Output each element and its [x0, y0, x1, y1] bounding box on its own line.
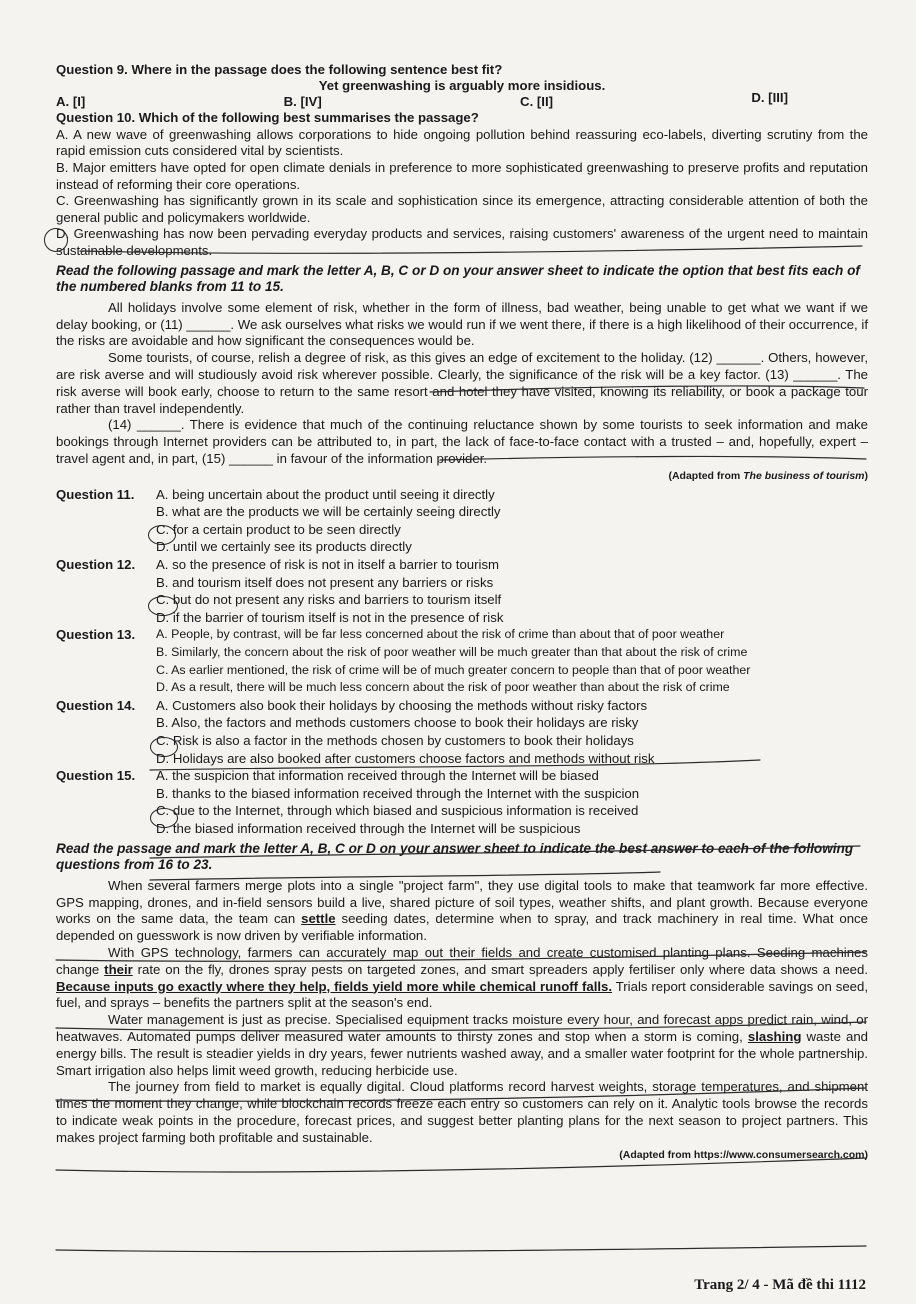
- q9-option-b: B. [IV]: [283, 94, 322, 110]
- option-b: B. Also, the factors and methods customers choose to book their holidays are risky: [156, 715, 639, 731]
- text: Water management is just as precise. Specialised equipment tracks moisture every hour, and forecast apps predict rain, wind, or heatwaves. Automated pumps deliver measured water amounts to thirsty zones and stop when a storm is coming,: [56, 1012, 868, 1044]
- answer-circle-q12-a: [148, 596, 178, 616]
- answer-circle-q11-a: [148, 525, 176, 545]
- passage1-paragraph-3: (14) ______. There is evidence that much of the continuing reluctance shown by some tourists to seek information and make bookings through Internet providers can be attributed to, in part, the lack of face-to-face contact with a trusted – and, hopefully, expert – travel agent and, in part, (15) ______ in favour of the information provider.: [56, 417, 868, 466]
- page-footer: Trang 2/ 4 - Mã đề thi 1112: [694, 1277, 866, 1293]
- passage2-paragraph-3: [56, 1012, 868, 1079]
- option-d: D. As a result, there will be much less concern about the risk of poor weather than about the risk of crime: [156, 680, 730, 695]
- underlined-sentence: Because inputs go exactly where they help, fields yield more while chemical runoff falls.: [56, 978, 613, 994]
- option-d: D. Holidays are also booked after customers choose factors and methods without risk: [156, 750, 655, 766]
- q9-sentence: Yet greenwashing is arguably more insidious.: [318, 77, 606, 93]
- option-a: A. Customers also book their holidays by choosing the methods without risky factors: [156, 697, 648, 713]
- q9-options: [56, 90, 868, 110]
- option-c: C. but do not present any risks and barriers to tourism itself: [156, 592, 502, 608]
- underlined-word: slashing: [747, 1028, 802, 1044]
- option-c: C. Risk is also a factor in the methods chosen by customers to book their holidays: [156, 733, 634, 748]
- option-d: D. until we certainly see its products directly: [156, 539, 412, 555]
- source-1-prefix: (Adapted from: [668, 469, 744, 482]
- text: With GPS technology, farmers can accurately map out their fields and create customised planting plans. Seeding machines change: [56, 944, 868, 977]
- passage1-paragraph-1: All holidays involve some element of risk, whether in the form of illness, bad weather, being unable to get what we want if we delay booking, or (11) ______. We ask ourselves what risks we would run if we went there, if there is a high likelihood of their occurrence, if the risks are avoidable and how significant the consequences would be.: [56, 299, 868, 349]
- option-b: B. and tourism itself does not present any barriers or risks: [156, 574, 494, 590]
- question-11: [56, 486, 868, 556]
- option-a: A. People, by contrast, will be far less concerned about the risk of crime than about that of poor weather: [156, 627, 725, 642]
- question-13: [56, 626, 868, 696]
- q9-option-c: C. [II]: [520, 94, 554, 110]
- option-c: C. As earlier mentioned, the risk of crime will be of much greater concern to people than that of poor weather: [156, 662, 751, 677]
- question-label: Question 12.: [56, 557, 136, 573]
- option-b: B. Similarly, the concern about the risk of poor weather will be much greater than that about the risk of crime: [156, 645, 748, 660]
- q9-stem: Question 9. Where in the passage does the following sentence best fit?: [56, 62, 503, 77]
- question-label: Question 14.: [56, 697, 136, 713]
- q9-option-d: D. [III]: [751, 90, 788, 106]
- source-1: [56, 470, 868, 482]
- passage1-paragraph-2: Some tourists, of course, relish a degree of risk, as this gives an edge of excitement to the holiday. (12) ______. Others, however, are risk averse and will studiously avoid risk wherever possible. Clearly, the significance of the risk will be a key factor. (13) ______. The risk averse will book early, choose to return to the same resort and hotel they have visited, knowing its reliability, or book a package tour rather than travel independently.: [56, 350, 868, 416]
- q10-option-a: A. A new wave of greenwashing allows corporations to hide ongoing pollution behind reassuring eco-labels, diverting scrutiny from the rapid emission cuts considered vital by scientists.: [56, 126, 868, 159]
- source-1-title: The business of tourism: [743, 469, 865, 482]
- option-c: C. due to the Internet, through which biased and suspicious information is received: [156, 803, 639, 819]
- option-d: D. the biased information received through the Internet will be suspicious: [156, 820, 581, 836]
- answer-circle-q14-a: [150, 737, 178, 757]
- source-2: (Adapted from https://www.consumersearch.com): [619, 1148, 868, 1161]
- q10-option-d: D. Greenwashing has now been pervading everyday products and services, raising customers' awareness of the urgent need to maintain sustainable developments.: [56, 226, 868, 258]
- q10-stem: Question 10. Which of the following best summarises the passage?: [56, 110, 479, 126]
- q10-option-b: B. Major emitters have opted for open climate denials in preference to more sophisticated greenwashing to preserve profits and reputation instead of reforming their core operations.: [56, 159, 868, 192]
- source-1-suffix: ): [864, 469, 868, 482]
- questions-11-15: [56, 486, 868, 838]
- question-15: [56, 767, 868, 837]
- question-label: Question 11.: [56, 486, 135, 502]
- question-12: [56, 556, 868, 626]
- option-a: A. so the presence of risk is not in itself a barrier to tourism: [156, 557, 500, 573]
- question-label: Question 15.: [56, 768, 136, 784]
- option-d: D. if the barrier of tourism itself is not in the presence of risk: [156, 609, 504, 625]
- question-14: [56, 697, 868, 767]
- option-b: B. thanks to the biased information received through the Internet with the suspicion: [156, 785, 640, 801]
- text: seeding dates, determine when to spray, and track machinery in real time. What once depended on guesswork is now driven by verifiable information.: [56, 911, 868, 944]
- option-b: B. what are the products we will be certainly seeing directly: [156, 504, 501, 520]
- text: waste and energy bills. The result is steadier yields in dry years, fewer nutrients washed away, and a smaller water footprint for the whole partnership. Smart irrigation also helps limit weed growth, reducing herbicide use.: [56, 1028, 869, 1078]
- passage2-paragraph-2: [56, 945, 868, 1012]
- answer-circle-q10-d: [44, 228, 68, 252]
- text: Trials report considerable savings on seed, fuel, and sprays – benefits the partners split at the season's end.: [56, 978, 868, 1011]
- instruction-16-23: Read the passage and mark the letter A, B, C or D on your answer sheet to indicate the best answer to each of the following questions from 16 to 23.: [56, 840, 854, 873]
- q10-option-c: C. Greenwashing has significantly grown in its scale and sophistication since its emergence, attracting considerable attention of both the general public and policymakers worldwide.: [56, 193, 868, 225]
- option-c: C. for a certain product to be seen directly: [156, 521, 401, 537]
- question-label: Question 13.: [56, 627, 136, 643]
- option-a: A. the suspicion that information received through the Internet will be biased: [156, 768, 599, 784]
- text: rate on the fly, drones spray pests on targeted zones, and smart spreaders apply fertiliser only where data shows a need.: [132, 961, 868, 977]
- passage2-paragraph-4: The journey from field to market is equally digital. Cloud platforms record harvest weights, storage temperatures, and shipment times the moment they change, while blockchain records freeze each entry so customers can rely on it. Analytic tools browse the records to indicate weak points in the procedure, forecast prices, and suggest better planting plans for the next season to project partners. This makes project farming both profitable and sustainable.: [56, 1079, 868, 1145]
- answer-circle-q15-a: [150, 808, 178, 828]
- passage2-paragraph-1: [56, 878, 868, 945]
- text: When several farmers merge plots into a single "project farm", they use digital tools to make that teamwork far more effective. GPS mapping, drones, and in-field sensors build a live, shared picture of soil types, weather shifts, and plant growth. Because everyone works on the same data, the team can: [56, 877, 868, 927]
- instruction-11-15: Read the following passage and mark the letter A, B, C or D on your answer sheet to indicate the option that best fits each of the numbered blanks from 11 to 15.: [56, 262, 860, 295]
- q9-option-a: A. [I]: [56, 94, 86, 110]
- option-a: A. being uncertain about the product until seeing it directly: [156, 486, 495, 502]
- underlined-word: settle: [301, 911, 336, 927]
- underlined-word: their: [104, 961, 133, 977]
